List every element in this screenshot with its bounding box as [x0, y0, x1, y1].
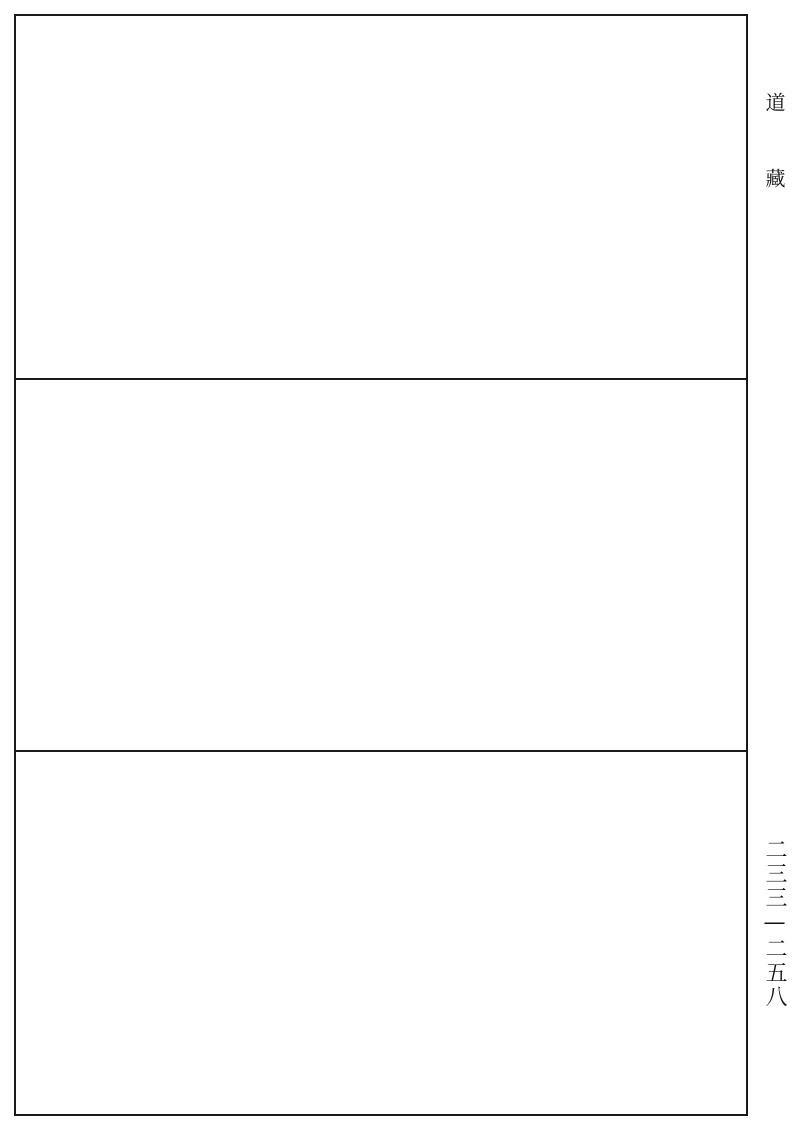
text-column — [346, 385, 381, 747]
text-column — [240, 20, 275, 375]
text-column — [63, 385, 98, 747]
margin-title: 道 — [762, 92, 786, 112]
text-panel-middle — [20, 385, 742, 747]
text-column — [28, 385, 63, 747]
text-column — [593, 757, 628, 1110]
text-column — [663, 20, 698, 375]
text-column — [240, 385, 275, 747]
text-column — [381, 757, 416, 1110]
text-column — [416, 757, 451, 1110]
text-column — [204, 20, 239, 375]
text-column — [452, 20, 487, 375]
text-column — [557, 20, 592, 375]
text-column — [381, 385, 416, 747]
text-column — [452, 757, 487, 1110]
panel-divider — [16, 750, 746, 752]
text-panel-bottom — [20, 757, 742, 1110]
text-panel-top — [20, 20, 742, 375]
text-column — [557, 385, 592, 747]
text-column — [522, 20, 557, 375]
text-column — [346, 757, 381, 1110]
text-column — [169, 20, 204, 375]
text-column — [99, 757, 134, 1110]
text-column — [628, 757, 663, 1110]
text-column — [346, 20, 381, 375]
text-column — [204, 757, 239, 1110]
text-column — [134, 20, 169, 375]
text-column — [310, 20, 345, 375]
text-column — [63, 20, 98, 375]
text-column — [169, 757, 204, 1110]
text-column — [699, 385, 734, 747]
text-column — [416, 385, 451, 747]
text-column — [593, 385, 628, 747]
text-column — [134, 385, 169, 747]
text-column — [310, 757, 345, 1110]
text-column — [240, 757, 275, 1110]
text-column — [522, 385, 557, 747]
text-column — [663, 757, 698, 1110]
text-column — [416, 20, 451, 375]
text-column — [134, 757, 169, 1110]
text-column — [28, 757, 63, 1110]
page-number: 二三三—二五八 — [762, 838, 787, 1009]
margin-volume: 藏 — [762, 168, 786, 188]
text-column — [452, 385, 487, 747]
text-column — [204, 385, 239, 747]
page-margin — [748, 0, 800, 1132]
text-column — [487, 757, 522, 1110]
text-column — [99, 385, 134, 747]
text-column — [699, 757, 734, 1110]
text-column — [63, 757, 98, 1110]
text-column — [663, 385, 698, 747]
text-column — [487, 385, 522, 747]
text-column — [628, 385, 663, 747]
text-column — [275, 757, 310, 1110]
panel-divider — [16, 378, 746, 380]
text-column — [275, 20, 310, 375]
text-column — [169, 385, 204, 747]
text-column — [310, 385, 345, 747]
text-column — [487, 20, 522, 375]
text-column — [628, 20, 663, 375]
text-column — [593, 20, 628, 375]
text-column — [699, 20, 734, 375]
text-column — [522, 757, 557, 1110]
text-column — [381, 20, 416, 375]
text-column — [28, 20, 63, 375]
text-column — [275, 385, 310, 747]
text-column — [557, 757, 592, 1110]
text-column — [99, 20, 134, 375]
